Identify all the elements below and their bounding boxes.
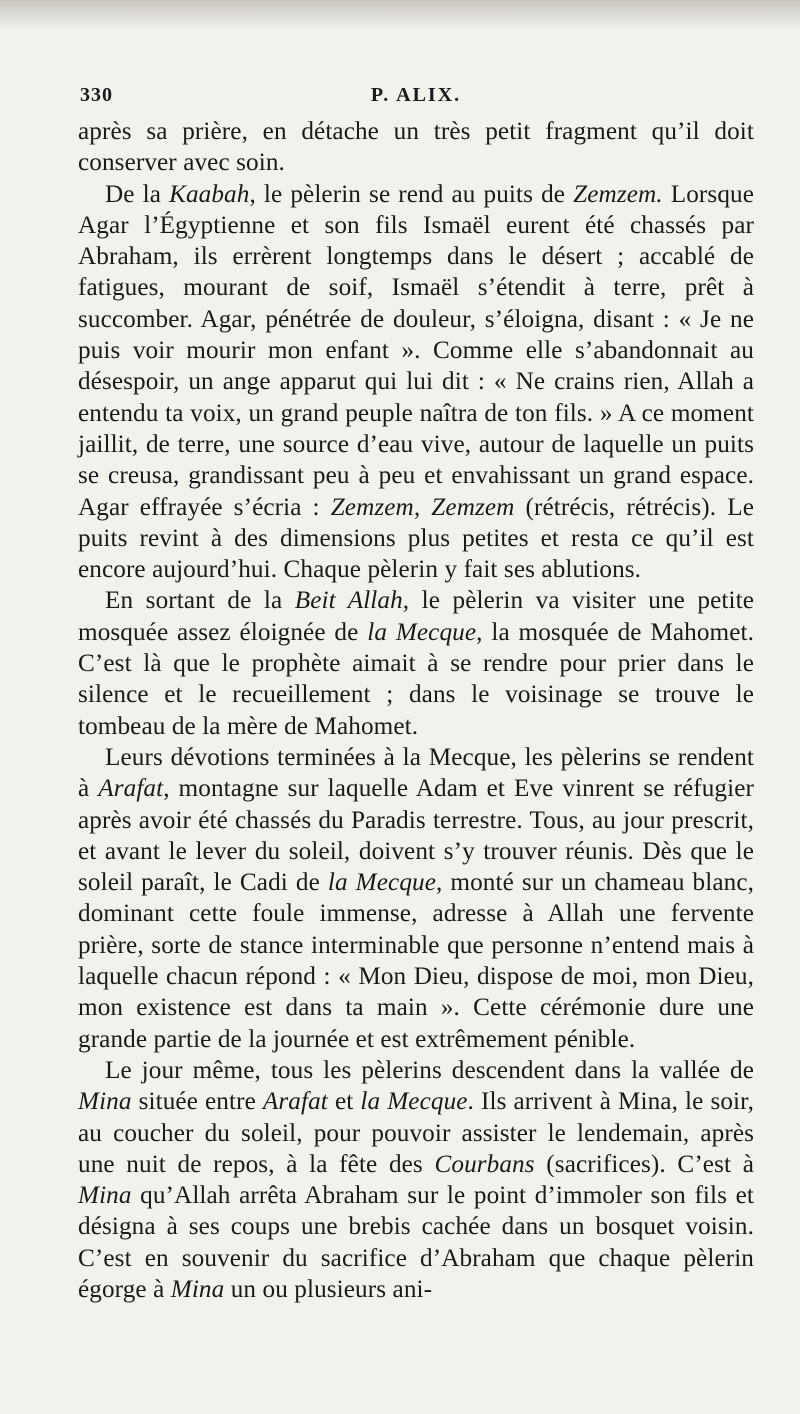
text-run: Le jour même, tous les pèlerins descendent dans la vallée de	[105, 1056, 754, 1084]
page-number: 330	[80, 84, 113, 106]
paragraph	[78, 585, 754, 741]
text-run: après sa prière, en détache un très petit fragment qu’il doit conserver avec soin.	[78, 118, 754, 177]
paragraph	[78, 1055, 754, 1305]
text-run: De la	[105, 180, 170, 208]
italic-text: la Mecque	[367, 618, 477, 646]
text-run: , montagne sur laquelle Adam et Eve vinrent se réfugier après avoir été chassés du Paradis terrestre. Tous, au jour prescrit, et avant le lever du soleil, doivent s’y trouver réunis. Dès que le soleil paraît, le Cadi de	[78, 775, 754, 897]
text-run: Lorsque Agar l’Égyptienne et son fils Ismaël eurent été chassés par Abraham, ils errèrent longtemps dans le désert ; accablé de fatigues, mourant de soif, Ismaël s’étendit à terre, prêt à succomber. Agar, pénétrée de douleur, s’éloigna, disant : « Je ne puis voir mourir mon enfant ». Comme elle s’abandonnait au désespoir, un ange apparut qui lui dit : « Ne crains rien, Allah a entendu ta voix, un grand peuple naîtra de ton fils. » A ce moment jaillit, de terre, une source d’eau vive, autour de laquelle un puits se creusa, grandissant peu à peu et envahissant un grand espace. Agar effrayée s’écria :	[78, 180, 754, 521]
text-run: , monté sur un chameau blanc, dominant cette foule immense, adresse à Allah une fervente prière, sorte de stance interminable que personne n’entend mais à laquelle chacun répond : « Mon Dieu, dispose de moi, mon Dieu, mon existence est dans ta main ». Cette cérémonie dure une grande partie de la journée et est extrêmement pénible.	[78, 869, 754, 1053]
text-run: qu’Allah arrêta Abraham sur le point d’immoler son fils et désigna à ses coups une brebis cachée dans un bosquet voisin. C’est en souvenir du sacrifice d’Abraham que chaque pèlerin égorge à	[78, 1182, 754, 1303]
italic-text: Zemzem.	[573, 180, 663, 208]
text-run: , le pèlerin se rend au puits de	[249, 180, 574, 208]
text-run: , le pèlerin va visiter une petite mosquée assez éloignée de	[78, 587, 754, 646]
text-run: située entre	[131, 1088, 263, 1116]
text-run: . Ils arrivent à Mina, le soir, au coucher du soleil, pour pouvoir assister le lendemain, après une nuit de repos, à la fête des	[78, 1088, 755, 1178]
text-run: (sacrifices). C’est à	[534, 1150, 755, 1178]
scan-edge-shadow	[0, 0, 800, 30]
italic-text: Kaabah	[169, 180, 250, 208]
text-run: et	[327, 1088, 361, 1116]
italic-text: la Mecque	[327, 869, 436, 897]
italic-text: Beit Allah	[294, 587, 403, 615]
running-title: P. ALIX.	[370, 84, 462, 106]
italic-text: Courbans	[434, 1150, 535, 1178]
paragraph	[78, 179, 754, 586]
paragraph	[78, 116, 754, 179]
text-run: En sortant de la	[105, 587, 295, 615]
book-page	[78, 76, 754, 1305]
italic-text: Mina	[78, 1182, 132, 1210]
body-text	[78, 116, 754, 1305]
paragraph	[78, 742, 754, 1055]
page-header	[78, 76, 754, 116]
text-run: un ou plusieurs ani-	[224, 1275, 433, 1303]
text-run: Leurs dévotions terminées à la Mecque, les pèlerins se rendent à	[78, 743, 754, 803]
italic-text: Zemzem, Zemzem	[330, 493, 515, 521]
italic-text: Arafat	[262, 1088, 328, 1116]
text-run: (rétrécis, rétrécis). Le puits revint à des dimensions plus petites et resta ce qu’il est encore aujourd’hui. Chaque pèlerin y fait ses ablutions.	[78, 493, 754, 584]
italic-text: Mina	[78, 1088, 132, 1116]
italic-text: Mina	[170, 1275, 225, 1303]
text-run: , la mosquée de Mahomet. C’est là que le prophète aimait à se rendre pour prier dans le silence et le recueillement ; dans le voisinage se trouve le tombeau de la mère de Mahomet.	[78, 618, 754, 740]
italic-text: la Mecque	[360, 1088, 468, 1116]
italic-text: Arafat	[98, 775, 164, 803]
